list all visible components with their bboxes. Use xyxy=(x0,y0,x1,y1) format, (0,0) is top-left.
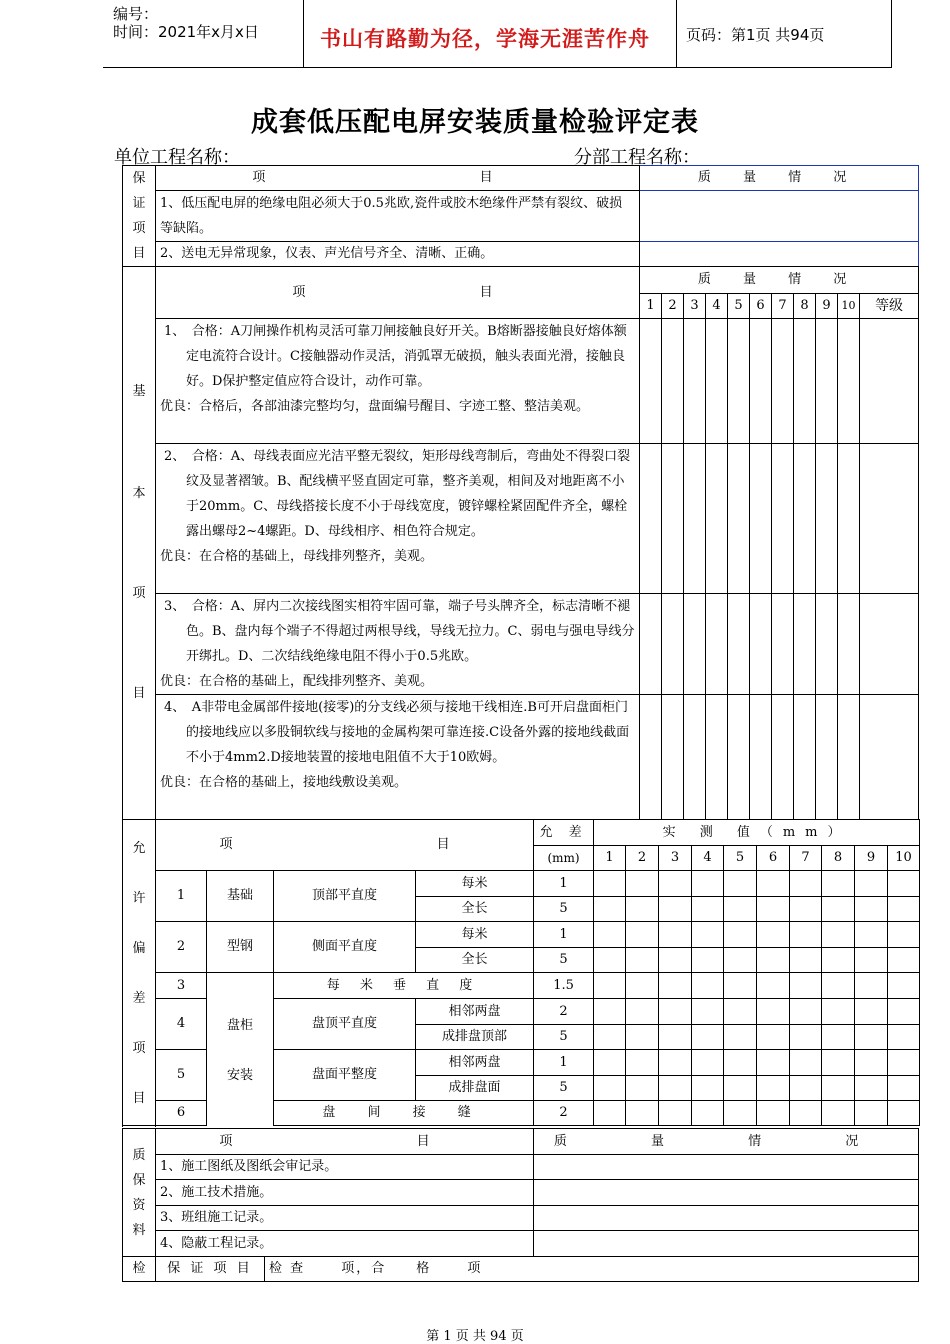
tolerance-name-4: 盘顶平直度 xyxy=(274,999,416,1050)
tolerance-val-5a: 1 xyxy=(534,1050,594,1076)
docs-item-1: 1、施工图纸及图纸会审记录。 xyxy=(156,1155,534,1180)
tolerance-val-1a: 1 xyxy=(534,871,594,897)
header-rule xyxy=(103,67,892,68)
guarantee-item-1: 1、低压配电屏的绝缘电阻必须大于0.5兆欧,瓷件或胶木绝缘件严禁有裂纹、破损等缺陷。 xyxy=(156,191,640,242)
basic-item-4-good: 优良：在合格的基础上，接地线敷设美观。 xyxy=(160,775,408,790)
header-divider-left xyxy=(303,0,304,67)
page-footer: 第 1 页 共 94 页 xyxy=(426,1329,524,1344)
tolerance-side-label: 允 许 偏 差 项 目 xyxy=(123,820,156,1126)
tolerance-val-2a: 1 xyxy=(534,922,594,948)
tolerance-col-3: 3 xyxy=(659,846,692,871)
tolerance-name-5: 盘面平整度 xyxy=(274,1050,416,1101)
basic-row-4 xyxy=(123,695,919,820)
tolerance-val-6: 2 xyxy=(534,1101,594,1126)
header-divider-end xyxy=(891,0,892,67)
tolerance-allow-header: 允 差 xyxy=(534,820,594,846)
tolerance-sub-4b: 成排盘顶部 xyxy=(416,1025,534,1050)
guarantee-quality-2[interactable] xyxy=(640,242,919,267)
tolerance-val-4a: 2 xyxy=(534,999,594,1025)
guarantee-item-header xyxy=(156,166,640,191)
docs-quality-4[interactable] xyxy=(534,1231,919,1257)
tolerance-sub-1a: 每米 xyxy=(416,871,534,897)
unit-project-label: 单位工程名称： xyxy=(114,147,240,168)
docs-mu-label: 目 xyxy=(416,1133,430,1149)
tolerance-mu-label: 目 xyxy=(436,837,450,852)
tolerance-group-5: 安装 xyxy=(226,1068,253,1084)
tolerance-name-3: 每 米 垂 直 度 xyxy=(274,973,534,999)
tolerance-col-7: 7 xyxy=(790,846,822,871)
basic-row-2 xyxy=(123,444,919,594)
tolerance-item-header xyxy=(156,820,534,871)
basic-col-6: 6 xyxy=(750,294,772,319)
basic-item-1-text: 1、 合格：A刀闸操作机构灵活可靠刀闸接触良好开关。B熔断器接触良好熔体额定电流符合设计。C接触器动作灵活，消弧罩无破损，触头表面光滑，接触良好。D保护整定值应符合设计，动作可靠。 xyxy=(164,324,627,389)
docs-side-label: 质保资料 xyxy=(123,1129,156,1257)
tolerance-group-2: 型钢 xyxy=(207,922,274,973)
docs-item-2: 2、施工技术措施。 xyxy=(156,1180,534,1206)
basic-col-8: 8 xyxy=(794,294,816,319)
guarantee-quality-header: 质 量 情 况 xyxy=(640,166,919,191)
check-guarantee-label: 保 证 项 目 xyxy=(156,1257,265,1282)
tolerance-sub-1b: 全长 xyxy=(416,897,534,922)
basic-item-2-text: 2、 合格：A、母线表面应光洁平整无裂纹，矩形母线弯制后，弯曲处不得裂口裂纹及显著褶皱。B、配线横平竖直固定可靠，整齐美观，相间及对地距离不小于20mm。C、母线搭接长度不小于母线宽度，镀锌螺栓紧固配件齐全，螺栓露出螺母2~4螺距。D、母线相序、相色符合规定。 xyxy=(164,449,631,539)
tolerance-val-5b: 5 xyxy=(534,1076,594,1101)
tolerance-no-6: 6 xyxy=(156,1101,207,1126)
tolerance-col-10: 10 xyxy=(888,846,920,871)
check-side-label: 检 xyxy=(123,1257,156,1282)
page-title: 成套低压配电屏安装质量检验评定表 xyxy=(251,107,699,138)
basic-col-3: 3 xyxy=(684,294,706,319)
tolerance-group-1: 基础 xyxy=(207,871,274,922)
docs-table xyxy=(122,1128,919,1282)
docs-item-label: 项 xyxy=(219,1133,233,1149)
docs-quality-2[interactable] xyxy=(534,1180,919,1206)
header-slogan: 书山有路勤为径，学海无涯苦作舟 xyxy=(320,27,650,51)
basic-col-4: 4 xyxy=(706,294,728,319)
tolerance-measured-header: 实 测 值（mm） xyxy=(594,820,920,846)
tolerance-row-3 xyxy=(123,973,920,999)
check-inspect-label: 检 查 项，合 格 项 xyxy=(265,1257,919,1282)
tolerance-row-2a xyxy=(123,922,920,948)
guarantee-mu-label: 目 xyxy=(479,170,493,185)
guarantee-item-2: 2、送电无异常现象，仪表、声光信号齐全、清晰、正确。 xyxy=(156,242,640,267)
basic-grade-header: 等级 xyxy=(860,294,919,319)
tolerance-col-2: 2 xyxy=(626,846,659,871)
basic-item-4-text: 4、 A非带电金属部件接地(接零)的分支线必须与接地干线相连.B可开启盘面柜门的接地线应以多股铜软线与接地的金属构架可靠连接.C设备外露的接地线截面不小于4mm2.D接地装置的接地电阻值不大于10欧姆。 xyxy=(164,700,630,765)
guarantee-item-label: 项 xyxy=(252,170,266,185)
tolerance-table xyxy=(122,819,920,1126)
basic-item-3-text: 3、 合格：A、屏内二次接线图实相符牢固可靠，端子号头牌齐全，标志清晰不褪色。B、盘内每个端子不得超过两根导线，导线无拉力。C、弱电与强电导线分开绑扎。D、二次结线绝缘电阻不得小于0.5兆欧。 xyxy=(164,599,635,664)
tolerance-col-4: 4 xyxy=(692,846,724,871)
basic-row-3 xyxy=(123,594,919,695)
basic-item-1-good: 优良：合格后，各部油漆完整均匀，盘面编号醒目、字迹工整、整洁美观。 xyxy=(160,399,590,414)
tolerance-group-4: 盘柜 xyxy=(226,1018,253,1034)
tolerance-col-1: 1 xyxy=(594,846,626,871)
basic-item-label: 项 xyxy=(292,284,306,300)
docs-item-3: 3、班组施工记录。 xyxy=(156,1206,534,1231)
guarantee-basic-table xyxy=(122,165,919,820)
docs-quality-header: 质 量 情 况 xyxy=(534,1129,919,1155)
docs-quality-3[interactable] xyxy=(534,1206,919,1231)
tolerance-name-1: 顶部平直度 xyxy=(274,871,416,922)
document-number-label: 编号： xyxy=(113,5,159,23)
docs-quality-1[interactable] xyxy=(534,1155,919,1180)
tolerance-item-label: 项 xyxy=(219,837,233,852)
document-time-label: 时间：2021年x月x日 xyxy=(113,23,259,41)
basic-col-7: 7 xyxy=(772,294,794,319)
tolerance-val-3: 1.5 xyxy=(534,973,594,999)
tolerance-sub-2b: 全长 xyxy=(416,948,534,973)
tolerance-val-1b: 5 xyxy=(534,897,594,922)
basic-row-1 xyxy=(123,319,919,444)
docs-item-header xyxy=(156,1129,534,1155)
basic-quality-header: 质 量 情 况 xyxy=(640,267,919,294)
header-divider-right xyxy=(676,0,677,67)
guarantee-side-label: 保证项目 xyxy=(123,166,156,267)
basic-col-2: 2 xyxy=(662,294,684,319)
tolerance-sub-4a: 相邻两盘 xyxy=(416,999,534,1025)
tolerance-no-2: 2 xyxy=(156,922,207,973)
docs-item-4: 4、隐蔽工程记录。 xyxy=(156,1231,534,1257)
page-info: 页码：第1页 共94页 xyxy=(686,26,825,44)
basic-item-3-good: 优良：在合格的基础上，配线排列整齐、美观。 xyxy=(160,674,434,689)
basic-col-1: 1 xyxy=(640,294,662,319)
tolerance-sub-5a: 相邻两盘 xyxy=(416,1050,534,1076)
guarantee-quality-1[interactable] xyxy=(640,191,919,242)
basic-col-9: 9 xyxy=(816,294,838,319)
tolerance-no-5: 5 xyxy=(156,1050,207,1101)
tolerance-col-5: 5 xyxy=(724,846,757,871)
tolerance-col-8: 8 xyxy=(822,846,855,871)
tolerance-no-3: 3 xyxy=(156,973,207,999)
tolerance-sub-5b: 成排盘面 xyxy=(416,1076,534,1101)
tolerance-group-panel xyxy=(207,973,274,1126)
basic-mu-label: 目 xyxy=(479,284,493,300)
tolerance-sub-2a: 每米 xyxy=(416,922,534,948)
basic-col-10: 10 xyxy=(838,294,860,319)
basic-item-header xyxy=(156,267,640,319)
tolerance-name-2: 侧面平直度 xyxy=(274,922,416,973)
sub-project-label: 分部工程名称： xyxy=(574,147,700,168)
basic-side-label: 基 本 项 目 xyxy=(123,267,156,820)
tolerance-name-6: 盘 间 接 缝 xyxy=(274,1101,534,1126)
tolerance-val-2b: 5 xyxy=(534,948,594,973)
tolerance-col-6: 6 xyxy=(757,846,790,871)
tolerance-val-4b: 5 xyxy=(534,1025,594,1050)
tolerance-no-1: 1 xyxy=(156,871,207,922)
tolerance-row-1a xyxy=(123,871,920,897)
tolerance-no-4: 4 xyxy=(156,999,207,1050)
tolerance-unit-header: (mm) xyxy=(534,846,594,871)
basic-item-2-good: 优良：在合格的基础上，母线排列整齐，美观。 xyxy=(160,549,434,564)
basic-col-5: 5 xyxy=(728,294,750,319)
tolerance-col-9: 9 xyxy=(855,846,888,871)
